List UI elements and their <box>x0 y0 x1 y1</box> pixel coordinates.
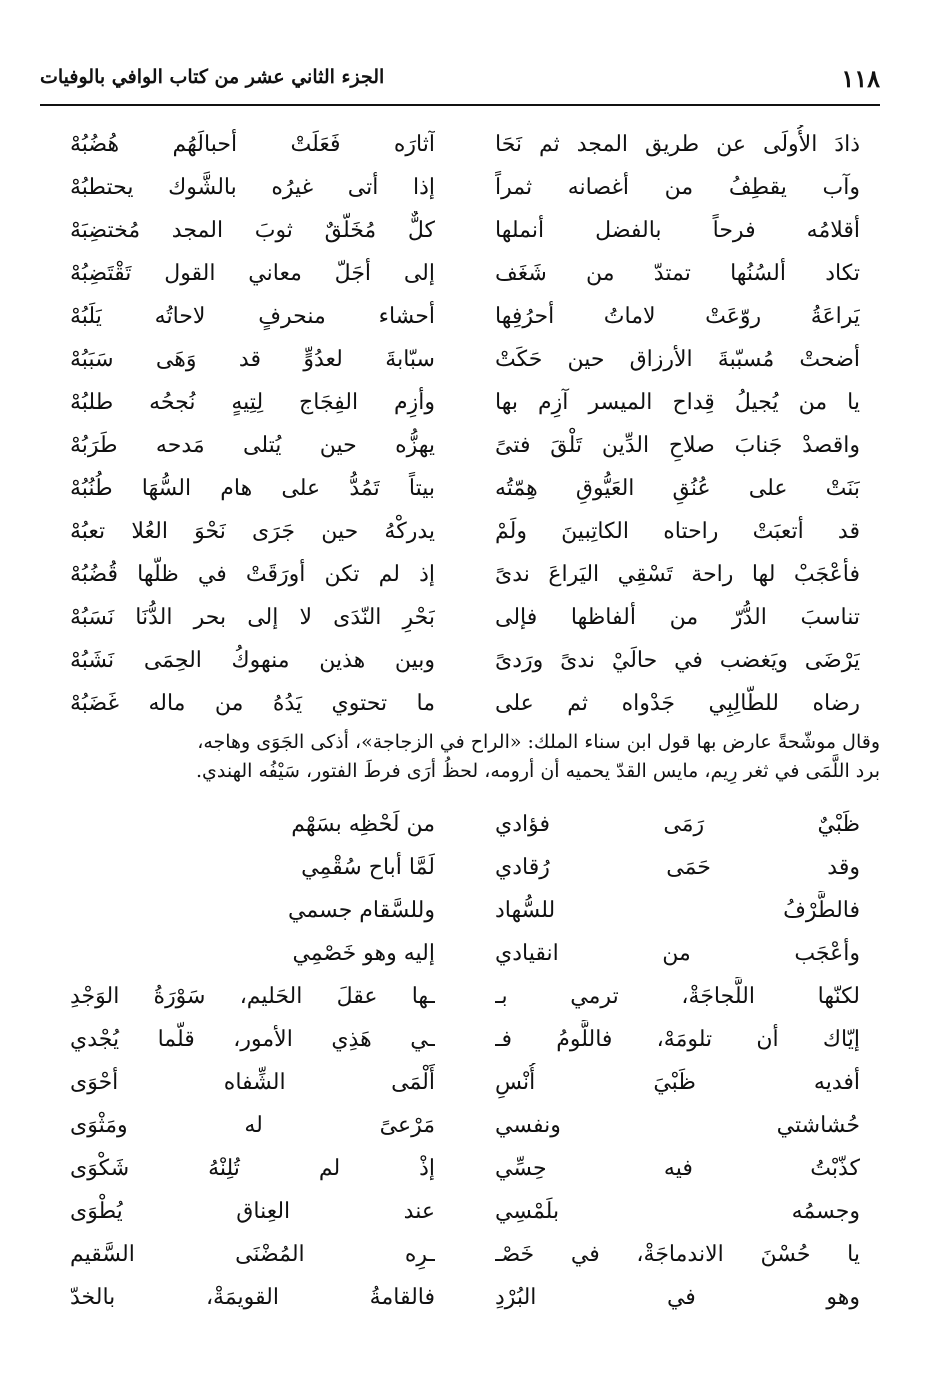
verse-line <box>70 125 860 169</box>
prose-paragraph <box>60 728 880 786</box>
prose-line-1: وقال موشّحةً عارض بها قول ابن سناء الملك: «الراح في الزجاجة»، أذكى الجَوَى وهاجه، <box>197 731 880 753</box>
running-title: الجزء الثاني عشر من كتاب الوافي بالوفيات <box>40 66 385 88</box>
verse-first-hemistich: ظَبْيٌ رَمَى فؤادي <box>495 812 860 837</box>
verse-line <box>70 598 860 642</box>
verse-line <box>70 1235 860 1279</box>
verse-second-hemistich: يدركْهُ حين جَرَى نَحْوَ العُلا تعبُهْ <box>70 519 435 544</box>
verse-line <box>70 1192 860 1236</box>
verse-line <box>70 469 860 513</box>
verse-second-hemistich: ـرِه المُضْنَى السَّقيم <box>70 1242 435 1267</box>
verse-first-hemistich: كذّبْتُ فيه حِسِّي <box>495 1156 860 1181</box>
verse-line <box>70 555 860 599</box>
verse-first-hemistich: وأعْجَب من انقيادي <box>495 941 860 966</box>
verse-first-hemistich: أقلامُه فرحاً بالفضل أنملها <box>495 218 860 243</box>
verse-first-hemistich: رضاه للطّالِبِي جَدْواه ثم على <box>495 691 860 716</box>
poem-1 <box>70 125 860 725</box>
verse-first-hemistich: تكاد ألسُنُها تمتدّ من شَغَف <box>495 261 860 286</box>
verse-line <box>70 383 860 427</box>
verse-second-hemistich: بَحْرِ النّدَى لا إلى بحر الدُّنَا نَسَبُهْ <box>70 605 435 630</box>
verse-first-hemistich: إيّاك أن تلومَهْ، فاللَّومُ فـ <box>495 1027 860 1052</box>
poem-2-muwashshah <box>70 805 860 1345</box>
header-rule <box>40 104 880 106</box>
verse-line <box>70 934 860 978</box>
verse-first-hemistich: يَراعَةُ روّعَتْ لاماتُ أحرُفِها <box>495 304 860 329</box>
verse-line <box>70 891 860 935</box>
verse-line <box>70 1106 860 1150</box>
verse-second-hemistich: ـي هَذِي الأمور، قلّما يُجْدي <box>70 1027 435 1052</box>
verse-second-hemistich: ما تحتوي يَدُهُ من ماله غَضَبُهْ <box>70 691 435 716</box>
verse-second-hemistich: إذْ لم تُلِنْهُ شَكْوَى <box>70 1156 435 1181</box>
verse-first-hemistich: ذادَ الأُولَى عن طريق المجد ثم نَحَا <box>495 132 860 157</box>
verse-second-hemistich: بيتاً تَمُدُّ على هام السُّهَا طُنُبُهْ <box>70 476 435 501</box>
verse-first-hemistich: قد أتعبَتْ راحتاه الكاتِبينَ ولَمْ <box>495 519 860 544</box>
verse-first-hemistich: تناسبَ الدُّرّ من ألفاظها فإلى <box>495 605 860 630</box>
verse-second-hemistich: يهزُّه حين يُتلى مَدحه طَرَبُهْ <box>70 433 435 458</box>
prose-line-2: برد اللَّمَى في ثغر رِيم، مايس القدّ يحميه أن أرومه، لحظُ أرَى فرطَ الفتور، سَيْفُه الهندي. <box>195 760 880 782</box>
verse-first-hemistich: يَرْضَى ويَغضب في حالَيْ ندىً ورَدىً <box>495 648 860 673</box>
verse-second-hemistich: مَرْعىً له ومَثْوَى <box>70 1113 435 1138</box>
verse-first-hemistich: حُشاشتي ونفسي <box>495 1113 860 1138</box>
verse-first-hemistich: وهو في البُرْدِ <box>495 1285 860 1310</box>
verse-line <box>70 168 860 212</box>
verse-second-hemistich: إلى أجَلّ معاني القول تَقْتَضِبُهْ <box>70 261 435 286</box>
verse-second-hemistich: سبّابةَ لعدُوٍّ قد وَهَى سَبَبُهْ <box>70 347 435 372</box>
verse-second-hemistich: فالقامةُ القويمَةْ، بالخدّ <box>70 1285 435 1310</box>
verse-line <box>70 340 860 384</box>
verse-line <box>70 977 860 1021</box>
verse-line <box>70 297 860 341</box>
verse-second-hemistich: أحشاء منحرفٍ لاحاتُه يَلَبُهْ <box>70 304 435 329</box>
verse-first-hemistich: يا من يُجيلُ قِداح الميسر آزِم بها <box>495 390 860 415</box>
verse-first-hemistich: أضحتْ مُسبّبةَ الأرزاق حين حَكَتْ <box>495 347 860 372</box>
verse-first-hemistich: لكنّها اللَّجاجَةْ، ترمي بـ <box>495 984 860 1009</box>
verse-line <box>70 1063 860 1107</box>
verse-line <box>70 641 860 685</box>
verse-first-hemistich: أفديه ظَبْيَ أُنْسِ <box>495 1070 860 1095</box>
verse-line <box>70 684 860 728</box>
verse-line <box>70 1149 860 1193</box>
verse-line <box>70 426 860 470</box>
verse-second-hemistich: إذا أتى غيرُه بالشَّوك يحتطبُهْ <box>70 175 435 200</box>
verse-line <box>70 848 860 892</box>
verse-line <box>70 1278 860 1322</box>
verse-line <box>70 805 860 849</box>
verse-first-hemistich: واقصدْ جَنابَ صلاحِ الدِّين تَلْقَ فتىً <box>495 433 860 458</box>
verse-second-hemistich: لَمَّا أباح سُقْمِي <box>301 855 435 880</box>
verse-line <box>70 512 860 556</box>
verse-first-hemistich: وجسمُه بلَمْسِي <box>495 1199 860 1224</box>
page-number: ١١٨ <box>841 64 880 93</box>
verse-first-hemistich: بَنَتْ على عُنُقِ العَيُّوقِ هِمّتُه <box>495 476 860 501</box>
verse-first-hemistich: فأعْجَبْ لها راحة تَسْقِي اليَراعَ ندىً <box>495 562 860 587</box>
verse-second-hemistich: إليه وهو خَصْمِي <box>292 941 435 966</box>
page-header <box>40 60 880 98</box>
verse-second-hemistich: وبين هذين منهوكُ الحِمَى نَشَبُهْ <box>70 648 435 673</box>
verse-second-hemistich: عند العِناق يُطْوَى <box>70 1199 435 1224</box>
verse-second-hemistich: آثارَه فَعَلَتْ أحبالَهُم هُضُبُهْ <box>70 132 435 157</box>
verse-first-hemistich: وآب يقطِفُ من أغصانه ثمراً <box>495 175 860 200</box>
verse-first-hemistich: فالطَّرْفُ للسُّهاد <box>495 898 860 923</box>
verse-second-hemistich: وأزِم الفِجَاج لِتِيهٍ نُجحُه طلبُهْ <box>70 390 435 415</box>
verse-first-hemistich: يا حُسْنَ الاندماجَةْ، في خَصْـ <box>495 1242 860 1267</box>
verse-line <box>70 211 860 255</box>
verse-second-hemistich: إذ لم تكن أورَقَتْ في ظلّها قُضُبُهْ <box>70 562 435 587</box>
verse-line <box>70 254 860 298</box>
verse-second-hemistich: من لَحْظِه بسَهْم <box>291 812 435 837</box>
verse-second-hemistich: وللسَّقام جسمي <box>288 898 435 923</box>
verse-second-hemistich: كلٌّ مُخَلّقٌ ثوبَ المجد مُختضِبَهْ <box>70 218 435 243</box>
verse-second-hemistich: ـها عقلَ الحَليم، سَوْرَةُ الوَجْدِ <box>70 984 435 1009</box>
verse-second-hemistich: أَلْمَى الشِّفاه أحْوَى <box>70 1070 435 1095</box>
verse-first-hemistich: وقد حَمَى رُقادي <box>495 855 860 880</box>
verse-line <box>70 1020 860 1064</box>
